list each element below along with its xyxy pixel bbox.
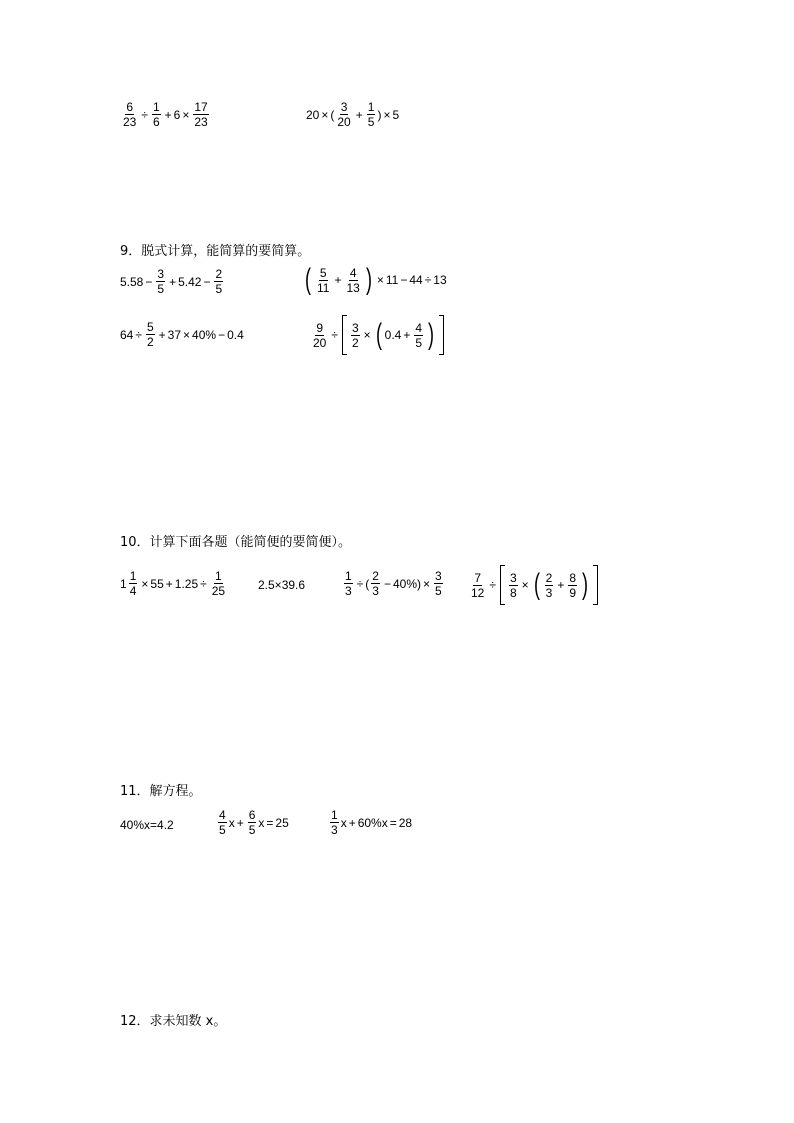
fraction: $\frac{1}{3}$ — [331, 808, 338, 837]
expression-10d: $\frac{7}{12}$ ÷ $\frac{3}{8}$ × ( $\frac{2}{3}$ + $\frac{8}{9}$ ) — [468, 565, 600, 605]
equation-11c: $\frac{1}{3}$ x + 60%x = 28 — [331, 808, 413, 837]
fraction: $\frac{3}{2}$ — [351, 320, 359, 350]
right-bracket — [439, 315, 444, 355]
fraction: $\frac{4}{5}$ — [415, 320, 423, 350]
expression-8b: 20 × ( $\frac{3}{20}$ + $\frac{1}{5}$ ) × 5 — [306, 100, 400, 129]
fraction: $\frac{2}{3}$ — [545, 570, 553, 600]
fraction: $\frac{17}{23}$ — [194, 100, 208, 129]
right-bracket — [593, 565, 598, 605]
fraction: $\frac{5}{2}$ — [146, 320, 154, 349]
expression-9d: $\frac{9}{20}$ ÷ $\frac{3}{2}$ × ( 0.4 + $\frac{4}{5}$ ) — [310, 315, 446, 355]
fraction: $\frac{1}{6}$ — [152, 100, 160, 129]
fraction: $\frac{2}{5}$ — [215, 267, 223, 296]
fraction: $\frac{3}{5}$ — [435, 569, 442, 598]
fraction: $\frac{5}{11}$ — [317, 265, 330, 295]
fraction: $\frac{9}{20}$ — [313, 320, 327, 350]
expression-10b: 2.5×39.6 — [258, 578, 306, 592]
equation-11a: 40%x=4.2 — [120, 818, 174, 832]
fraction: $\frac{1}{5}$ — [367, 100, 375, 129]
mixed-number: 1 $\frac{1}{4}$ — [120, 569, 137, 598]
fraction: $\frac{3}{8}$ — [509, 570, 517, 600]
fraction: $\frac{8}{9}$ — [569, 570, 577, 600]
fraction: $\frac{1}{4}$ — [129, 569, 137, 598]
expression-10c: $\frac{1}{3}$ ÷ ( $\frac{2}{3}$ − 40% ) × $\frac{3}{5}$ — [345, 569, 442, 598]
expression-10a: 1 $\frac{1}{4}$ × 55 + 1.25 ÷ $\frac{1}{25}$ — [120, 569, 226, 598]
question-9-title: 9．脱式计算，能简算的要简算。 — [120, 244, 311, 259]
fraction: $\frac{3}{5}$ — [157, 267, 165, 296]
fraction: $\frac{7}{12}$ — [471, 570, 485, 600]
fraction: $\frac{3}{20}$ — [337, 100, 351, 129]
equation-11b: $\frac{4}{5}$ x + $\frac{6}{5}$ x = 25 — [219, 808, 289, 837]
question-10-title: 10．计算下面各题（能简便的要简便）。 — [120, 535, 352, 550]
left-bracket — [500, 565, 505, 605]
fraction: $\frac{6}{5}$ — [248, 808, 256, 837]
expression-9b: ( $\frac{5}{11}$ + $\frac{4}{13}$ ) × 11 − 44 ÷ 13 — [305, 263, 447, 296]
expression-9a: 5.58 − $\frac{3}{5}$ + 5.42 − $\frac{2}{5}$ — [120, 267, 223, 296]
question-12-title: 12．求未知数 x。 — [120, 1014, 227, 1029]
question-11-title: 11．解方程。 — [120, 784, 202, 799]
fraction: $\frac{1}{3}$ — [345, 569, 352, 598]
fraction: $\frac{4}{5}$ — [219, 808, 226, 837]
fraction: $\frac{2}{3}$ — [372, 569, 379, 598]
expression-9c: 64 ÷ $\frac{5}{2}$ + 37 × 40% − 0.4 — [120, 320, 244, 349]
fraction: $\frac{1}{25}$ — [211, 569, 226, 598]
fraction: $\frac{6}{23}$ — [123, 100, 137, 129]
expression-8a: $\frac{6}{23}$ ÷ $\frac{1}{6}$ + 6 × $\frac{17}{23}$ — [123, 100, 208, 129]
fraction: $\frac{4}{13}$ — [346, 265, 360, 295]
left-bracket — [342, 315, 347, 355]
